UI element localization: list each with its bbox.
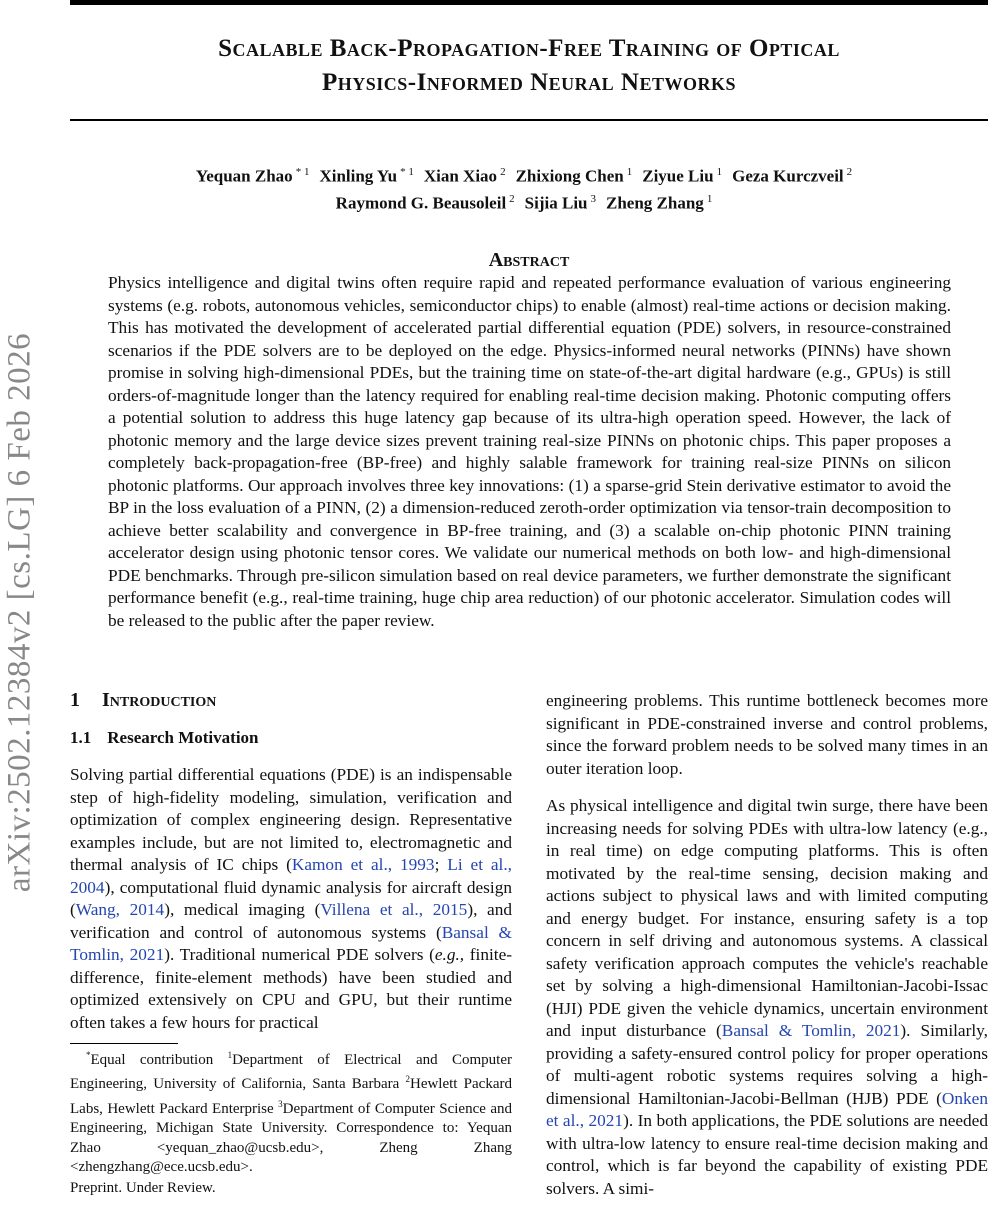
body-text: ), computational fluid dynamic analysis for aircraft design ( [70,877,512,919]
subsection-heading [70,728,259,748]
author-affiliation: 2 [500,166,506,178]
body-text: ), medical imaging ( [164,900,321,919]
body-text: Department of Computer Science and Engineering, Michigan State University. Correspondence to: Yequan Zhao <yequan_zhao@ucsb.edu>, Zheng Zhang <zhengzhang@ece.ucsb.edu>. [70,1100,512,1176]
footnote-marker: 1 [227,1050,233,1060]
paragraph [546,795,988,1200]
citation-link[interactable]: Kamon et al., 1993 [291,855,435,874]
author-name: Raymond G. Beausoleil [335,193,507,213]
title-rule [70,119,988,121]
author-affiliation: 3 [590,192,597,205]
subsection-title: Research Motivation [107,728,259,747]
citation-link[interactable]: Onken et al., 2021 [546,1088,988,1130]
author-affiliation: 2 [509,192,515,205]
author-name: Ziyue Liu [642,166,714,186]
footnote-marker: 3 [278,1098,283,1109]
author-list [70,161,988,214]
author-affiliation: * 1 [295,166,310,178]
paragraph [70,764,512,1034]
author-affiliation: 1 [716,166,723,178]
subsection-number: 1.1 [70,728,92,747]
emphasis-text: e.g., [434,945,465,964]
abstract-text: Physics intelligence and digital twins often require rapid and repeated performance evaluation of various engineering systems (e.g. robots, autonomous vehicles, semiconductor chips) to enable (almost) real-time actions or decision making. This has motivated the development of accelerated partial differential equation (PDE) solvers, in resource-constrained scenarios if the PDE solvers are to be deployed on the edge. Physics-informed neural networks (PINNs) have shown promise in solving high-dimensional PDEs, but the training time on state-of-the-art digital hardware (e.g., GPUs) is still orders-of-magnitude longer than the latency required for enabling real-time decision making. Photonic computing offers a potential solution to address this huge latency gap because of its ultra-high operation speed. However, the lack of photonic memory and the large device sizes prevent training real-size PINNs on photonic chips. This paper proposes a completely back-propagation-free (BP-free) and highly salable framework for training real-size PINNs on silicon photonic platforms. Our approach involves three key innovations: (1) a sparse-grid Stein derivative estimator to avoid the BP in the loss evaluation of a PINN, (2) a dimension-reduced zeroth-order optimization via tensor-train decomposition to achieve better scalability and convergence in BP-free training, and (3) a scalable on-chip photonic PINN training accelerator design using photonic tensor cores. We validate our numerical methods on both low- and high-dimensional PDE benchmarks. Through pre-silicon simulation based on real device parameters, we further demonstrate the significant performance benefit (e.g., real-time training, huge chip area reduction) of our photonic accelerator. Simulation codes will be released to the public after the paper review. [108,273,951,630]
body-text: ; [434,855,448,874]
citation-link[interactable]: Bansal & Tomlin, 2021 [70,922,512,964]
paragraph [546,690,988,780]
paper-title [70,32,988,100]
author-affiliation: 2 [846,166,853,178]
author-line [70,188,988,215]
right-column [546,690,988,1215]
footnote-rule [70,1043,178,1044]
citation-link[interactable]: Wang, 2014 [75,900,165,919]
footnote-marker: 2 [405,1074,410,1085]
section-number: 1 [70,689,80,711]
body-text: Hewlett Packard Labs, Hewlett Packard Enterprise [70,1076,512,1117]
citation-link[interactable]: Bansal & Tomlin, 2021 [721,1021,901,1040]
body-text: ). Similarly, providing a safety-ensured control policy for proper operations of multi-agent robotic systems requires solving a high-dimensional Hamiltonian-Jacobi-Bellman (HJB) PDE ( [546,1021,988,1108]
author-name: Xinling Yu [319,166,398,186]
citation-link[interactable]: Villena et al., 2015 [320,900,468,919]
body-text: Equal contribution [90,1052,228,1068]
body-text: ). Traditional numerical PDE solvers ( [164,945,435,964]
top-rule [70,0,988,5]
body-text: As physical intelligence and digital twin surge, there have been increasing needs for solving PDEs with ultra-low latency (e.g., in real time) on edge computing platforms. This is often motivated by the real-time sensing, decision making and actions subject to physical laws and with limited computing and energy budget. For instance, ensuring safety is a top concern in self driving and autonomous systems. A classical safety verification approach computes the vehicle's reachable set by solving a high-dimensional Hamiltonian-Jacobi-Issac (HJI) PDE given the vehicle dynamics, uncertain environment and input disturbance ( [546,796,988,1040]
body-text: ). In both applications, the PDE solutions are needed with ultra-low latency to ensure real-time decision making and control, which is far beyond the capability of existing PDE solvers. A simi- [546,1111,988,1198]
section-heading [70,689,216,712]
title-line: Physics-Informed Neural Networks [322,69,736,96]
author-name: Sijia Liu [524,193,588,213]
section-title: Introduction [102,689,217,711]
preprint-note: Preprint. Under Review. [70,1180,216,1196]
body-text: Department of Electrical and Computer Engineering, University of California, Santa Barbara [70,1052,512,1093]
author-name: Zhixiong Chen [515,166,624,186]
title-line: Scalable Back-Propagation-Free Training of Optical [218,35,840,62]
footnote [70,1046,512,1177]
footnote-marker: * [86,1050,91,1060]
author-name: Zheng Zhang [606,193,704,213]
author-affiliation: 1 [706,192,713,205]
body-text: finite-difference, finite-element methods) have been studied and optimized extensively on CPU and GPU, but their runtime often takes a few hours for practical [70,945,512,1032]
body-text: ), and verification and control of autonomous systems ( [70,900,512,942]
author-affiliation: * 1 [400,166,414,178]
citation-link[interactable]: Li et al., 2004 [70,855,512,897]
body-text: engineering problems. This runtime bottleneck becomes more significant in PDE-constrained inverse and control problems, since the forward problem needs to be solved many times in an outer iteration loop. [546,691,988,778]
arxiv-identifier-stamp: arXiv:2502.12384v2 [cs.LG] 6 Feb 2026 [1,332,38,893]
author-name: Xian Xiao [423,166,498,186]
author-name: Yequan Zhao [195,166,293,186]
author-name: Geza Kurczveil [732,166,844,186]
abstract-heading: Abstract [488,249,570,271]
author-line [70,161,988,188]
body-text: Solving partial differential equations (PDE) is an indispensable step of high-fidelity modeling, simulation, verification and optimization of complex engineering design. Representative examples include, but are not limited to, electromagnetic and thermal analysis of IC chips ( [70,765,512,874]
author-affiliation: 1 [626,166,633,178]
left-column [70,764,512,1049]
